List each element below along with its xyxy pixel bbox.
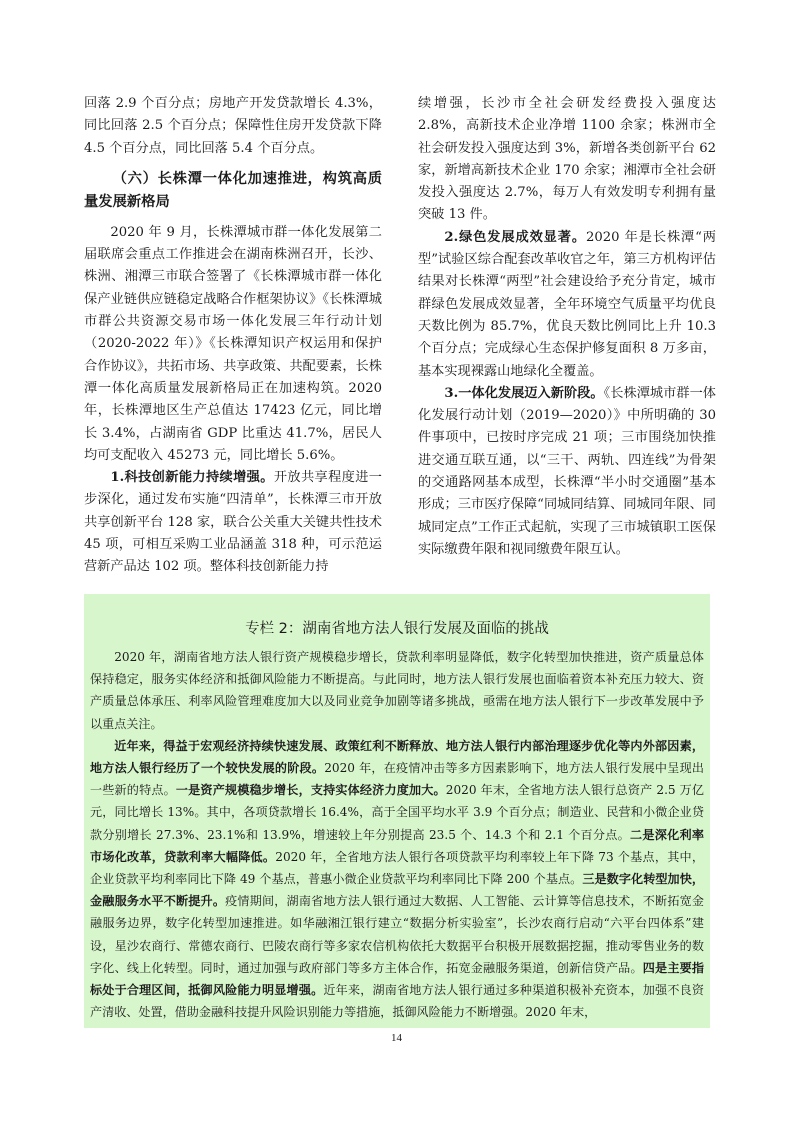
box-paragraph: 2020 年，湖南省地方法人银行资产规模稳步增长，贷款利率明显降低，数字化转型加快推进，资产质量总体保持稳定，服务实体经济和抵御风险能力不断提高。与此同时，地方法人银行发展也面临着资本补充压力较大、资产质量总体承压、利率风险管理难度加大以及同业竞争加剧等诸多挑战，亟需在地方法人银行下一步改革发展中予以重点关注。	[90, 650, 704, 731]
paragraph	[418, 227, 716, 383]
box-emphasis: 二是深化利率市场化改革，贷款利率大幅降低。	[90, 827, 704, 864]
paragraph-text: 《长株潭城市群一体化发展行动计划（2019—2020）》中所明确的 30 件事项中，已按时序完成 21 项；三市围绕加快推进交通互联互通，以“三干、两轨、四连线”为骨架的交通路网基本成型，长株潭“半小时交通圈”基本形成；三市医疗保障“同城同结算、同城同年限、同城同定点”工作正式起航，实现了三市城镇职工医保实际缴费年限和视同缴费年限互认。	[418, 385, 716, 557]
box-title: 专栏 2：湖南省地方法人银行发展及面临的挑战	[245, 621, 549, 637]
box-text: 2020 年末，全省地方法人银行总资产 2.5 万亿元，同比增长 13%。其中，各项贷款增长 16.4%，高于全国平均水平 3.9 个百分点；制造业、民营和小微企业贷款分别增长 27.3%、23.1%和 13.9%，增速较上年分别提高 23.5 个、14.3 个和 2.1 个百分点。	[90, 783, 704, 842]
box-emphasis: 一是资产规模稳步增长，支持实体经济力度加大。	[175, 783, 446, 798]
box-emphasis: 近年来，得益于宏观经济持续快速发展、政策红利不断释放、地方法人银行内部治理逐步优化等内外部因素，地方法人银行经历了一个较快发展的阶段。	[90, 738, 704, 776]
paragraph-text: 开放共享程度进一步深化，通过发布实施“四清单”，长株潭三市开放共享创新平台 128 家，联合公关重大关键共性技术 45 项，可相互采购工业品涵盖 318 种，可示范运营新产品达 102 项。整体科技创新能力持	[84, 470, 382, 575]
paragraph	[418, 383, 716, 561]
sidebar-box	[84, 594, 710, 1028]
paragraph-text: 2020 年是长株潭“两型”试验区综合配套改革收官之年，第三方机构评估结果对长株潭“两型”社会建设给予充分肯定，城市群绿色发展成效显著，全年环境空气质量平均优良天数比例为 85.7%，优良天数比例同比上升 10.3 个百分点；完成绿心生态保护修复面积 8 万多亩，基本实现裸露山地绿化全覆盖。	[418, 229, 716, 379]
paragraph: 2020 年 9 月，长株潭城市群一体化发展第二届联席会重点工作推进会在湖南株洲召开，长沙、株洲、湘潭三市联合签署了《长株潭城市群一体化保产业链供应链稳定战略合作框架协议》《长株潭城市群公共资源交易市场一体化发展三年行动计划（2020-2022 年）》《长株潭知识产权运用和保护合作协议》，共拓市场、共享政策、共配要素，长株潭一体化高质量发展新格局正在加速构筑。2020 年，长株潭地区生产总值达 17423 亿元，同比增长 3.4%，占湖南省 GDP 比重达 41.7%，居民人均可支配收入 45273 元，同比增长 5.6%。	[84, 224, 382, 463]
box-emphasis: 四是主要指标处于合理区间，抵御风险能力明显增强。	[90, 960, 704, 998]
box-body	[90, 646, 704, 1023]
box-paragraph	[90, 735, 704, 1024]
paragraph	[84, 467, 382, 578]
paragraph-lead: 1.科技创新能力持续增强。	[110, 470, 274, 486]
paragraph: 续增强，长沙市全社会研发经费投入强度达 2.8%，高新技术企业净增 1100 余家；株洲市全社会研发投入强度达到 3%，新增各类创新平台 62 家，新增高新技术企业 170 余家；湘潭市全社会研发投入强度达 2.7%，每万人有效发明专利拥有量突破 13 件。	[418, 96, 716, 223]
right-column	[418, 93, 716, 561]
paragraph-lead: 3.一体化发展迈入新阶段。	[444, 385, 604, 401]
paragraph: 回落 2.9 个百分点；房地产开发贷款增长 4.3%，同比回落 2.5 个百分点；保障性住房开发贷款下降 4.5 个百分点，同比回落 5.4 个百分点。	[84, 96, 382, 156]
page-number: 14	[391, 1032, 402, 1044]
box-text: 疫情期间，湖南省地方法人银行通过大数据、人工智能、云计算等信息技术，不断拓宽金融服务边界，数字化转型加速推进。如华融湘江银行建立“数据分析实验室”，长沙农商行启动“六平台四体系”建设，星沙农商行、常德农商行、巴陵农商行等多家农信机构依托大数据平台积极开展数据挖掘，推动零售业务的数字化、线上化转型。同时，通过加强与政府部门等多方主体合作，拓宽金融服务渠道，创新信贷产品。	[90, 894, 704, 975]
box-text: 2020 年，在疫情冲击等多方因素影响下，地方法人银行发展中呈现出一些新的特点。	[90, 761, 704, 798]
box-emphasis: 三是数字化转型加快，金融服务水平不断提升。	[90, 872, 704, 909]
paragraph-lead: 2.绿色发展成效显著。	[444, 229, 586, 245]
box-text: 近年来，湖南省地方法人银行通过多种渠道积极补充资本，加强不良资产清收、处置，借助金融科技提升风险识别能力等措施，抵御风险能力不断增强。2020 年末，	[90, 983, 704, 1020]
left-column	[84, 93, 382, 579]
box-text: 2020 年，全省地方法人银行各项贷款平均利率较上年下降 73 个基点，其中，企业贷款平均利率同比下降 49 个基点，普惠小微企业贷款平均利率同比下降 200 个基点。	[90, 849, 704, 887]
section-heading: （六）长株潭一体化加速推进，构筑高质量发展新格局	[84, 170, 382, 210]
